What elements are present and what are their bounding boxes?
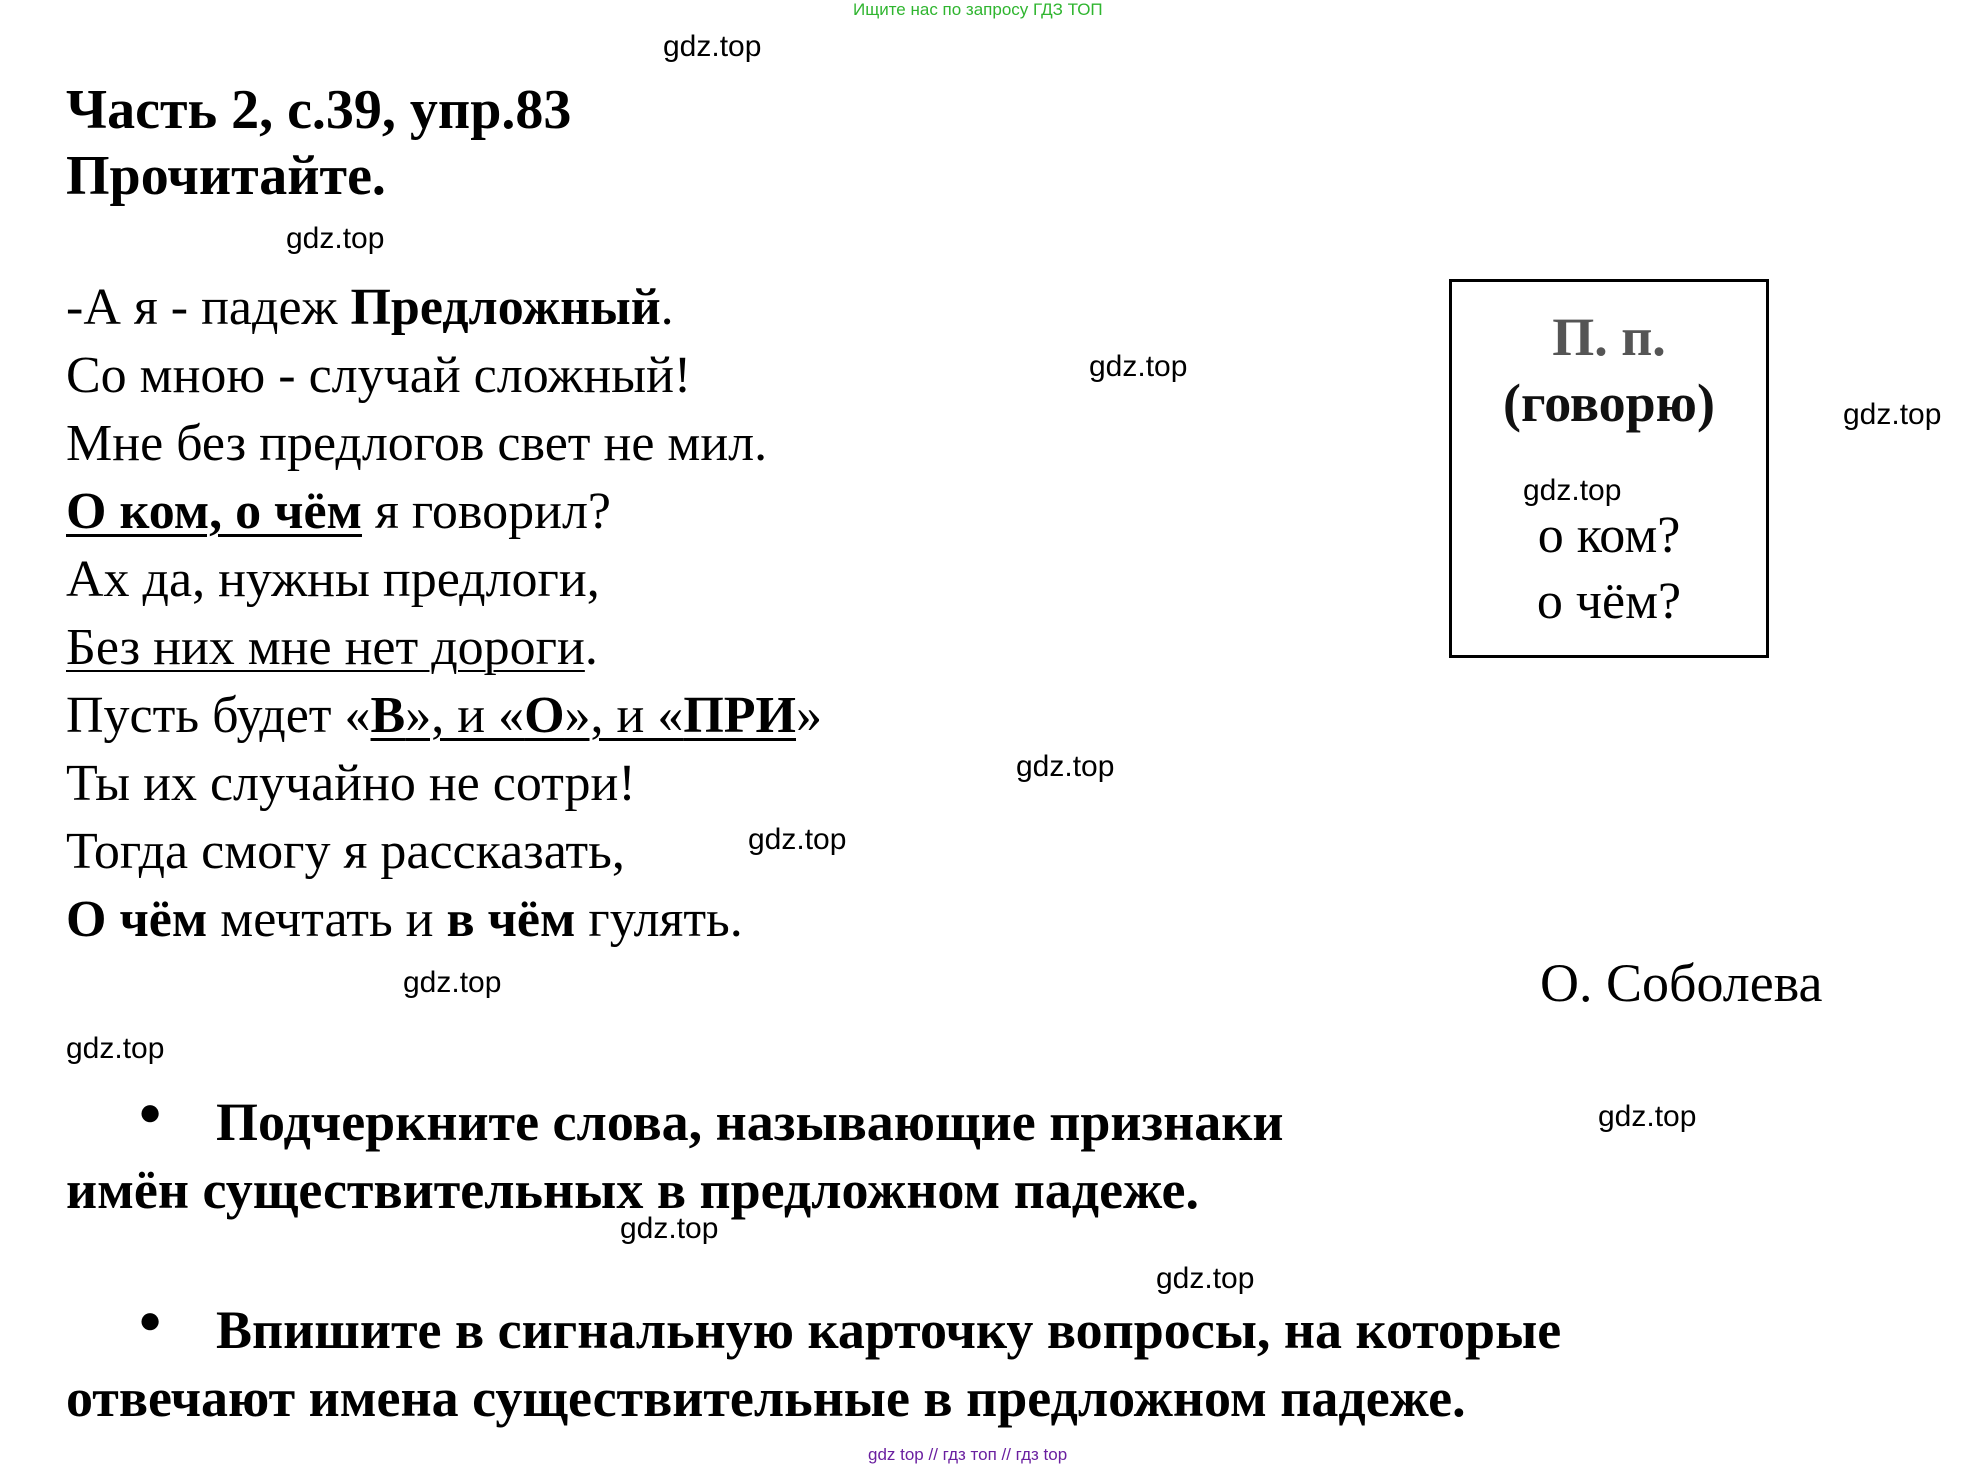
poem-line-7: Пусть будет «В», и «О», и «ПРИ» — [66, 687, 823, 744]
poem-line-10: О чём мечтать и в чём гулять. — [66, 891, 743, 948]
task-2-bullet: ● — [138, 1297, 163, 1342]
poem-line-5: Ах да, нужны предлоги, — [66, 551, 600, 608]
poem-line-3: Мне без предлогов свет не мил. — [66, 415, 768, 472]
poem-line-6: Без них мне нет дороги. — [66, 619, 598, 676]
task-1-bullet: ● — [138, 1089, 163, 1134]
watermark: gdz.top — [1156, 1262, 1255, 1295]
task-1-line-2: имён существительных в предложном падеже. — [66, 1160, 1199, 1220]
watermark: gdz.top — [1089, 350, 1188, 383]
task-2-line-1: Впишите в сигнальную карточку вопросы, на которые — [216, 1300, 1562, 1360]
watermark: gdz.top — [620, 1212, 719, 1245]
poem-line-8: Ты их случайно не сотри! — [66, 755, 636, 812]
top-banner: Ищите нас по запросу ГДЗ ТОП — [853, 0, 1103, 19]
watermark: gdz.top — [286, 222, 385, 255]
watermark: gdz.top — [66, 1032, 165, 1065]
poem-author: О. Соболева — [1540, 953, 1823, 1013]
card-question-1: о ком? — [1537, 507, 1681, 564]
watermark: gdz.top — [1843, 398, 1942, 431]
exercise-title: Часть 2, с.39, упр.83 — [66, 79, 572, 141]
watermark: gdz.top — [663, 30, 762, 63]
watermark: gdz.top — [1016, 750, 1115, 783]
watermark: gdz.top — [403, 966, 502, 999]
poem-line-9: Тогда смогу я рассказать, — [66, 823, 625, 880]
card-question-2: о чём? — [1536, 573, 1682, 630]
poem-line-4: О ком, о чём я говорил? — [66, 483, 611, 540]
poem-line-2: Со мною - случай сложный! — [66, 347, 692, 404]
signal-card — [1449, 279, 1769, 658]
footer-links: gdz top // гдз топ // гдз top — [868, 1445, 1068, 1464]
card-case-verb: (говорю) — [1503, 373, 1715, 433]
card-case-abbr: П. п. — [1552, 307, 1666, 367]
exercise-instruction: Прочитайте. — [66, 145, 386, 207]
poem-line-1: -А я - падеж Предложный. — [66, 279, 674, 336]
watermark: gdz.top — [1523, 474, 1622, 507]
task-2-line-2: отвечают имена существительные в предложном падеже. — [66, 1368, 1466, 1428]
watermark: gdz.top — [748, 823, 847, 856]
task-1-line-1: Подчеркните слова, называющие признаки — [216, 1092, 1284, 1152]
watermark: gdz.top — [1598, 1100, 1697, 1133]
